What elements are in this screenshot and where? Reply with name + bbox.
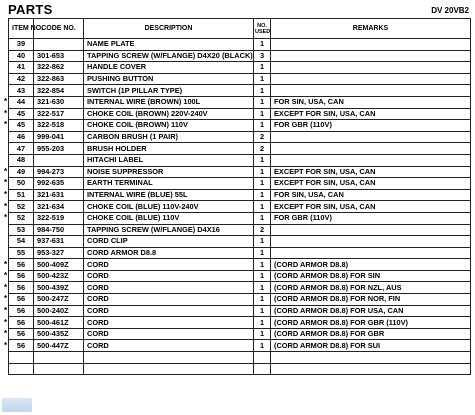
cell-description: CORD ARMOR D8.8	[84, 247, 254, 259]
cell-code-no: 500-439Z	[34, 282, 84, 294]
cell-description: CORD	[84, 340, 254, 352]
table-row	[9, 85, 471, 97]
revision-mark: *	[4, 340, 8, 350]
cell-code-no	[34, 154, 84, 166]
cell-remarks: (CORD ARMOR D8.8) FOR GBR	[271, 328, 471, 340]
cell-no-used: 1	[254, 247, 271, 259]
cell-code-no: 500-461Z	[34, 317, 84, 329]
item-number: 53	[16, 224, 26, 234]
cell-code-no: 500-240Z	[34, 305, 84, 317]
cell-code-no	[34, 39, 84, 51]
header-no-used: NO. USED	[254, 19, 271, 39]
parts-table-body	[4, 39, 471, 375]
item-number: 56	[16, 305, 26, 315]
cell-code-no: 500-423Z	[34, 270, 84, 282]
cell-no-used: 1	[254, 282, 271, 294]
cell-remarks	[271, 363, 471, 375]
table-row	[9, 328, 471, 340]
cell-description: CORD	[84, 270, 254, 282]
cell-no-used: 1	[254, 96, 271, 108]
table-row	[9, 62, 471, 74]
cell-item-no	[9, 247, 34, 259]
cell-remarks	[271, 224, 471, 236]
cell-description: CHOKE COIL (BROWN) 220V-240V	[84, 108, 254, 120]
cell-item-no	[9, 62, 34, 74]
table-row	[9, 340, 471, 352]
cell-item-no	[4, 189, 34, 201]
item-number: 56	[16, 329, 26, 339]
table-row	[9, 178, 471, 190]
cell-item-no	[9, 85, 34, 97]
cell-code-no	[34, 352, 84, 364]
cell-code-no: 322-519	[34, 212, 84, 224]
cell-description: INTERNAL WIRE (BLUE) 55L	[84, 189, 254, 201]
cell-item-no	[4, 305, 34, 317]
revision-mark: *	[4, 201, 8, 211]
cell-item-no	[4, 178, 34, 190]
item-number: 55	[16, 247, 26, 257]
table-row	[9, 247, 471, 259]
cell-description: CORD	[84, 328, 254, 340]
table-row	[9, 50, 471, 62]
cell-item-no	[9, 39, 34, 51]
cell-remarks	[271, 50, 471, 62]
cell-description: SWITCH (1P PILLAR TYPE)	[84, 85, 254, 97]
cell-code-no: 500-447Z	[34, 340, 84, 352]
cell-item-no	[9, 131, 34, 143]
table-row	[9, 270, 471, 282]
cell-remarks: (CORD ARMOR D8.8) FOR NZL, AUS	[271, 282, 471, 294]
cell-item-no	[4, 201, 34, 213]
cell-remarks	[271, 143, 471, 155]
cell-remarks: EXCEPT FOR SIN, USA, CAN	[271, 201, 471, 213]
cell-no-used	[254, 363, 271, 375]
cell-code-no: 322-862	[34, 62, 84, 74]
table-row	[9, 131, 471, 143]
table-row	[9, 352, 471, 364]
cell-remarks: (CORD ARMOR D8.8) FOR SIN	[271, 270, 471, 282]
header-item-no: ITEM NO.	[9, 19, 34, 39]
page-title: PARTS	[8, 2, 53, 17]
item-number: 45	[16, 108, 26, 118]
cell-code-no: 955-203	[34, 143, 84, 155]
cell-remarks	[271, 154, 471, 166]
cell-remarks: FOR GBR (110V)	[271, 212, 471, 224]
cell-remarks: EXCEPT FOR SIN, USA, CAN	[271, 108, 471, 120]
item-number: 42	[16, 74, 26, 84]
cell-item-no	[9, 224, 34, 236]
item-number: 43	[16, 85, 26, 95]
revision-mark: *	[4, 166, 8, 176]
cell-no-used: 2	[254, 131, 271, 143]
cell-code-no: 322-518	[34, 120, 84, 132]
cell-remarks	[271, 62, 471, 74]
cell-code-no: 500-409Z	[34, 259, 84, 271]
watermark-logo	[2, 398, 32, 412]
cell-code-no: 321-634	[34, 201, 84, 213]
table-row	[9, 212, 471, 224]
cell-code-no	[34, 363, 84, 375]
revision-mark: *	[4, 271, 8, 281]
cell-item-no	[4, 317, 34, 329]
cell-description: CORD	[84, 317, 254, 329]
cell-item-no	[4, 328, 34, 340]
cell-item-no	[4, 166, 34, 178]
item-number: 56	[16, 294, 26, 304]
parts-table	[4, 18, 471, 375]
cell-remarks: FOR SIN, USA, CAN	[271, 96, 471, 108]
cell-code-no: 321-631	[34, 189, 84, 201]
revision-mark: *	[4, 317, 8, 327]
cell-code-no: 500-247Z	[34, 294, 84, 306]
cell-no-used: 1	[254, 236, 271, 248]
cell-description: INTERNAL WIRE (BROWN) 100L	[84, 96, 254, 108]
cell-item-no	[4, 282, 34, 294]
table-row	[9, 201, 471, 213]
revision-mark: *	[4, 178, 8, 188]
item-number: 45	[16, 120, 26, 130]
table-row	[9, 189, 471, 201]
cell-no-used: 3	[254, 50, 271, 62]
item-number: 56	[16, 259, 26, 269]
cell-no-used: 1	[254, 189, 271, 201]
revision-mark: *	[4, 97, 8, 107]
cell-no-used: 1	[254, 85, 271, 97]
cell-item-no	[4, 340, 34, 352]
item-number: 49	[16, 166, 26, 176]
cell-item-no	[4, 212, 34, 224]
cell-description: CORD	[84, 259, 254, 271]
cell-remarks	[271, 39, 471, 51]
cell-no-used: 1	[254, 178, 271, 190]
cell-item-no	[9, 154, 34, 166]
cell-description: CORD	[84, 305, 254, 317]
cell-code-no: 994-273	[34, 166, 84, 178]
header-code-no: CODE NO.	[34, 19, 84, 39]
table-row	[9, 143, 471, 155]
cell-item-no	[4, 120, 34, 132]
cell-item-no	[4, 259, 34, 271]
table-row	[9, 166, 471, 178]
cell-remarks	[271, 352, 471, 364]
model-number: DV 20VB2	[431, 6, 469, 15]
cell-no-used: 1	[254, 120, 271, 132]
item-number: 39	[16, 39, 26, 49]
cell-remarks: FOR SIN, USA, CAN	[271, 189, 471, 201]
cell-description: CHOKE COIL (BROWN) 110V	[84, 120, 254, 132]
revision-mark: *	[4, 120, 8, 130]
cell-code-no: 322-863	[34, 73, 84, 85]
cell-no-used: 1	[254, 212, 271, 224]
cell-no-used: 1	[254, 62, 271, 74]
cell-no-used: 1	[254, 39, 271, 51]
table-row	[9, 282, 471, 294]
item-number: 44	[16, 97, 26, 107]
cell-remarks: (CORD ARMOR D8.8) FOR SUI	[271, 340, 471, 352]
cell-remarks: (CORD ARMOR D8.8) FOR USA, CAN	[271, 305, 471, 317]
revision-mark: *	[4, 108, 8, 118]
cell-description: BRUSH HOLDER	[84, 143, 254, 155]
cell-description	[84, 363, 254, 375]
table-row	[9, 317, 471, 329]
table-row	[9, 224, 471, 236]
table-row	[9, 73, 471, 85]
item-number: 54	[16, 236, 26, 246]
cell-code-no: 992-635	[34, 178, 84, 190]
cell-description: TAPPING SCREW (W/FLANGE) D4X20 (BLACK)	[84, 50, 254, 62]
revision-mark: *	[4, 294, 8, 304]
cell-remarks: EXCEPT FOR SIN, USA, CAN	[271, 178, 471, 190]
cell-description: HANDLE COVER	[84, 62, 254, 74]
table-row	[9, 305, 471, 317]
cell-remarks	[271, 73, 471, 85]
cell-description: NOISE SUPPRESSOR	[84, 166, 254, 178]
cell-item-no	[4, 270, 34, 282]
item-number: 56	[16, 282, 26, 292]
cell-description: HITACHI LABEL	[84, 154, 254, 166]
cell-description: CHOKE COIL (BLUE) 110V	[84, 212, 254, 224]
cell-remarks	[271, 247, 471, 259]
table-row	[9, 236, 471, 248]
revision-mark: *	[4, 329, 8, 339]
cell-item-no	[9, 50, 34, 62]
cell-no-used: 2	[254, 224, 271, 236]
cell-remarks: (CORD ARMOR D8.8)	[271, 259, 471, 271]
cell-no-used: 2	[254, 143, 271, 155]
cell-no-used: 1	[254, 328, 271, 340]
cell-code-no: 937-631	[34, 236, 84, 248]
cell-no-used: 1	[254, 294, 271, 306]
cell-description: CHOKE COIL (BLUE) 110V-240V	[84, 201, 254, 213]
cell-no-used: 1	[254, 201, 271, 213]
cell-remarks	[271, 131, 471, 143]
cell-no-used: 1	[254, 305, 271, 317]
cell-item-no	[4, 96, 34, 108]
revision-mark: *	[4, 282, 8, 292]
cell-remarks: (CORD ARMOR D8.8) FOR NOR, FIN	[271, 294, 471, 306]
table-row	[9, 363, 471, 375]
item-number: 40	[16, 50, 26, 60]
item-number: 46	[16, 132, 26, 142]
item-number: 48	[16, 155, 26, 165]
revision-mark: *	[4, 190, 8, 200]
item-number: 51	[16, 190, 26, 200]
parts-table-header	[9, 19, 471, 39]
cell-item-no	[9, 143, 34, 155]
cell-no-used: 1	[254, 317, 271, 329]
cell-description: CORD	[84, 282, 254, 294]
table-row	[9, 120, 471, 132]
table-row	[9, 39, 471, 51]
item-number: 47	[16, 143, 26, 153]
cell-item-no	[9, 236, 34, 248]
cell-code-no: 322-517	[34, 108, 84, 120]
table-row	[9, 96, 471, 108]
cell-description: PUSHING BUTTON	[84, 73, 254, 85]
cell-item-no	[4, 294, 34, 306]
revision-mark: *	[4, 213, 8, 223]
cell-code-no: 500-435Z	[34, 328, 84, 340]
cell-description: CORD CLIP	[84, 236, 254, 248]
cell-item-no	[9, 363, 34, 375]
cell-remarks	[271, 236, 471, 248]
cell-no-used: 1	[254, 340, 271, 352]
cell-code-no: 321-630	[34, 96, 84, 108]
header-remarks: REMARKS	[271, 19, 471, 39]
table-row	[9, 108, 471, 120]
item-number: 56	[16, 317, 26, 327]
table-row	[9, 259, 471, 271]
item-number: 52	[16, 201, 26, 211]
item-number: 56	[16, 271, 26, 281]
cell-no-used: 1	[254, 166, 271, 178]
cell-code-no: 301-653	[34, 50, 84, 62]
cell-code-no: 322-854	[34, 85, 84, 97]
item-number: 41	[16, 62, 26, 72]
cell-description: CORD	[84, 294, 254, 306]
cell-code-no: 953-327	[34, 247, 84, 259]
cell-no-used: 1	[254, 154, 271, 166]
cell-description	[84, 352, 254, 364]
item-number: 50	[16, 178, 26, 188]
cell-no-used	[254, 352, 271, 364]
cell-remarks: EXCEPT FOR SIN, USA, CAN	[271, 166, 471, 178]
cell-remarks	[271, 85, 471, 97]
cell-description: NAME PLATE	[84, 39, 254, 51]
cell-no-used: 1	[254, 108, 271, 120]
cell-item-no	[9, 73, 34, 85]
cell-item-no	[4, 108, 34, 120]
header-description: DESCRIPTION	[84, 19, 254, 39]
revision-mark: *	[4, 305, 8, 315]
item-number: 56	[16, 340, 26, 350]
cell-code-no: 984-750	[34, 224, 84, 236]
cell-no-used: 1	[254, 259, 271, 271]
cell-remarks: FOR GBR (110V)	[271, 120, 471, 132]
cell-item-no	[9, 352, 34, 364]
cell-remarks: (CORD ARMOR D8.8) FOR GBR (110V)	[271, 317, 471, 329]
item-number: 52	[16, 213, 26, 223]
cell-description: EARTH TERMINAL	[84, 178, 254, 190]
revision-mark: *	[4, 259, 8, 269]
cell-no-used: 1	[254, 73, 271, 85]
cell-description: TAPPING SCREW (W/FLANGE) D4X16	[84, 224, 254, 236]
cell-no-used: 1	[254, 270, 271, 282]
cell-code-no: 999-041	[34, 131, 84, 143]
cell-description: CARBON BRUSH (1 PAIR)	[84, 131, 254, 143]
table-row	[9, 154, 471, 166]
table-row	[9, 294, 471, 306]
